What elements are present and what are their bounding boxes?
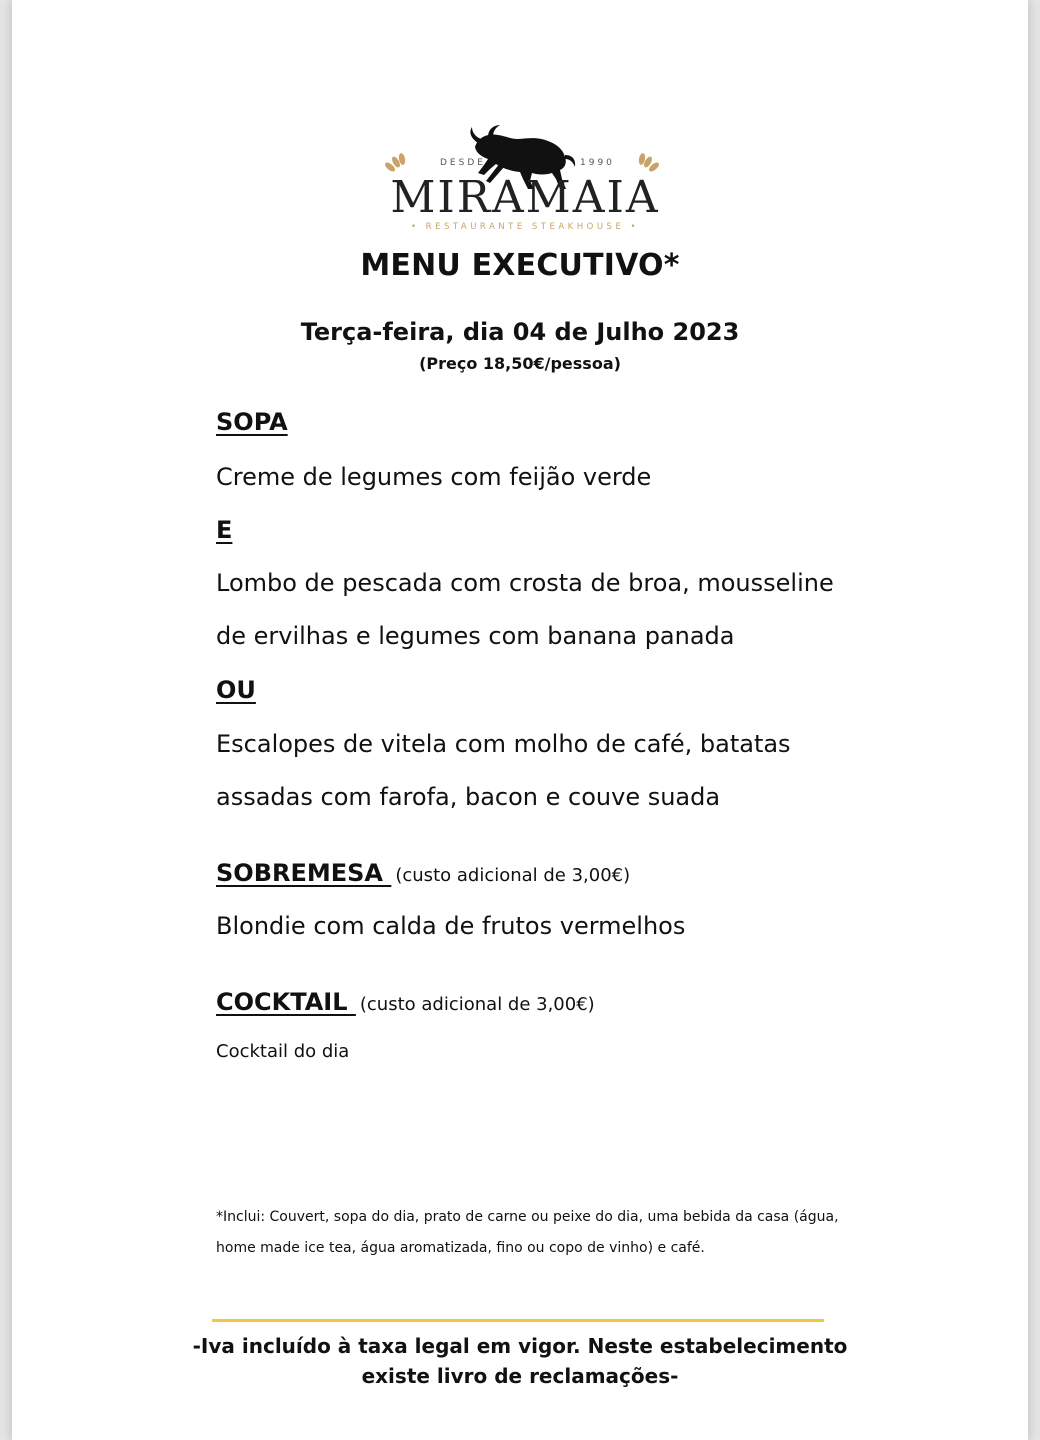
e-heading: E — [216, 516, 233, 544]
meat-line-2: assadas com farofa, bacon e couve suada — [216, 783, 721, 811]
menu-date: Terça-feira, dia 04 de Julho 2023 — [300, 318, 740, 346]
cocktail-heading: COCKTAIL — [216, 988, 348, 1016]
sopa-heading: SOPA — [216, 408, 288, 436]
since-right: 1990 — [580, 158, 615, 168]
cocktail-note: (custo adicional de 3,00€) — [359, 994, 595, 1015]
since-left: DESDE — [440, 158, 486, 168]
meat-line-1: Escalopes de vitela com molho de café, batatas — [216, 730, 791, 758]
dessert-item: Blondie com calda de frutos vermelhos — [216, 912, 686, 940]
ou-heading: OU — [216, 676, 256, 704]
legal-line-1: -Iva incluído à taxa legal em vigor. Neste estabelecimento — [192, 1334, 848, 1358]
cocktail-item: Cocktail do dia — [216, 1041, 350, 1062]
footnote-line-2: home made ice tea, água aromatizada, fino ou copo de vinho) e café. — [216, 1240, 705, 1256]
miramaia-logo — [360, 115, 690, 240]
footnote-line-1: *Inclui: Couvert, sopa do dia, prato de carne ou peixe do dia, uma bebida da casa (água, — [216, 1209, 839, 1225]
dessert-heading: SOBREMESA — [216, 859, 383, 887]
menu-price: (Preço 18,50€/pessoa) — [419, 354, 621, 373]
fish-line-2: de ervilhas e legumes com banana panada — [216, 622, 735, 650]
sopa-item: Creme de legumes com feijão verde — [216, 463, 652, 491]
dessert-note: (custo adicional de 3,00€) — [395, 865, 631, 886]
fish-line-1: Lombo de pescada com crosta de broa, mousseline — [216, 569, 834, 597]
menu-title: MENU EXECUTIVO* — [360, 248, 680, 283]
bull-logo-icon — [360, 115, 690, 240]
cocktail-heading-row — [216, 988, 595, 1016]
legal-line-2: existe livro de reclamações- — [361, 1364, 679, 1388]
brand-tagline: • RESTAURANTE STEAKHOUSE • — [410, 222, 640, 232]
dessert-heading-row — [216, 859, 630, 887]
divider — [212, 1319, 824, 1322]
brand-name: MIRAMAIA — [390, 172, 660, 223]
